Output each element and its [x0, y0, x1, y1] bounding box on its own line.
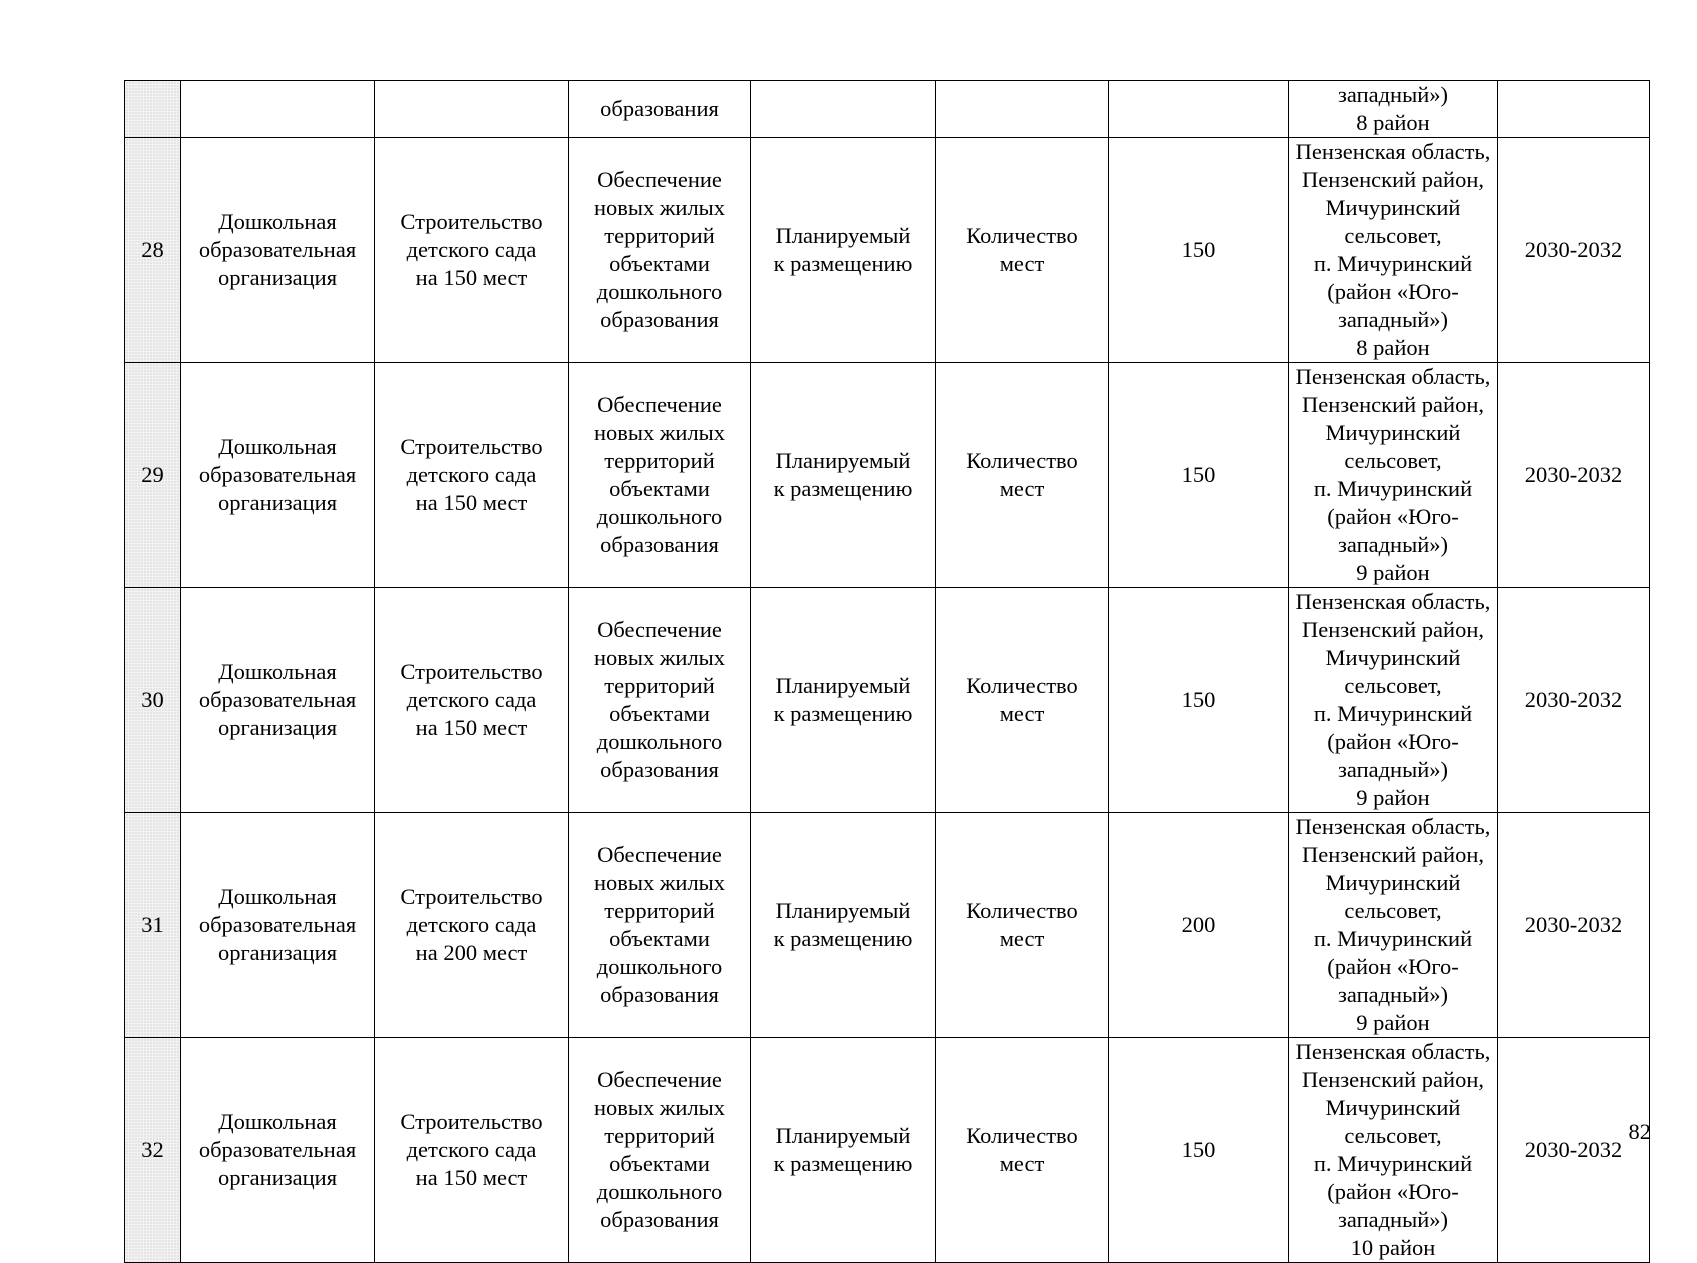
status-line: Планируемый [775, 223, 911, 248]
purpose-line: дошкольного [596, 279, 723, 304]
purpose-cell [569, 363, 751, 588]
location-line: западный») [1338, 757, 1448, 782]
location-line: п. Мичуринский [1313, 926, 1473, 951]
purpose-line: Обеспечение [597, 1067, 722, 1092]
indicator-cell [936, 81, 1109, 138]
name-line: на 150 мест [415, 265, 528, 290]
name-line: на 150 мест [415, 490, 528, 515]
location-line: 10 район [1350, 1235, 1436, 1260]
purpose-line: объектами [609, 476, 710, 501]
location-line: Мичуринский [1325, 195, 1461, 220]
purpose-line: новых жилых [593, 195, 726, 220]
location-line: 8 район [1356, 110, 1430, 135]
type-line: Дошкольная [218, 884, 337, 909]
value-cell: 150 [1109, 588, 1289, 813]
location-cell [1289, 813, 1498, 1038]
purpose-line: новых жилых [593, 1095, 726, 1120]
name-line: Строительство [400, 884, 543, 909]
num-cell: 30 [125, 588, 181, 813]
type-line: организация [217, 715, 338, 740]
status-cell [751, 1038, 936, 1263]
name-line: детского сада [406, 687, 537, 712]
type-cell [181, 1038, 375, 1263]
status-cell [751, 588, 936, 813]
name-line: на 150 мест [415, 715, 528, 740]
indicator-line: мест [999, 476, 1045, 501]
period-cell: 2030-2032 [1498, 588, 1650, 813]
value-cell: 150 [1109, 1038, 1289, 1263]
purpose-cell [569, 588, 751, 813]
name-line: детского сада [406, 912, 537, 937]
location-line: Пензенская область, [1295, 1039, 1491, 1064]
indicator-cell [936, 363, 1109, 588]
purpose-cell [569, 138, 751, 363]
purpose-line: образования [600, 532, 719, 557]
status-line: к размещению [773, 251, 913, 276]
status-cell [751, 363, 936, 588]
table-row [125, 813, 1650, 1038]
location-line: 9 район [1356, 1010, 1430, 1035]
period-cell: 2030-2032 [1498, 1038, 1650, 1263]
purpose-line: дошкольного [596, 729, 723, 754]
indicator-line: мест [999, 251, 1045, 276]
value-cell: 200 [1109, 813, 1289, 1038]
name-cell [375, 813, 569, 1038]
location-line: Мичуринский [1325, 870, 1461, 895]
location-line: Пензенский район, [1301, 392, 1484, 417]
location-line: (район «Юго- [1327, 279, 1459, 304]
type-line: образовательная [198, 462, 357, 487]
status-line: к размещению [773, 926, 913, 951]
location-line: Пензенский район, [1301, 167, 1484, 192]
name-cell [375, 588, 569, 813]
location-cell [1289, 363, 1498, 588]
status-cell [751, 81, 936, 138]
type-line: образовательная [198, 237, 357, 262]
location-cell [1289, 138, 1498, 363]
purpose-line: территорий [604, 1123, 715, 1148]
purpose-line: объектами [609, 1151, 710, 1176]
table-row [125, 363, 1650, 588]
location-line: Пензенский район, [1301, 842, 1484, 867]
location-line: Мичуринский [1325, 645, 1461, 670]
type-line: организация [217, 940, 338, 965]
location-cell [1289, 81, 1498, 138]
location-line: 8 район [1356, 335, 1430, 360]
status-line: к размещению [773, 476, 913, 501]
purpose-line: Обеспечение [597, 617, 722, 642]
location-line: п. Мичуринский [1313, 251, 1473, 276]
indicator-cell [936, 813, 1109, 1038]
purpose-line: образования [600, 307, 719, 332]
period-cell: 2030-2032 [1498, 363, 1650, 588]
num-cell [125, 81, 181, 138]
purpose-cell [569, 813, 751, 1038]
num-cell: 28 [125, 138, 181, 363]
location-line: п. Мичуринский [1313, 1151, 1473, 1176]
indicator-line: Количество [966, 898, 1078, 923]
purpose-line: объектами [609, 251, 710, 276]
purpose-line: территорий [604, 898, 715, 923]
location-line: п. Мичуринский [1313, 476, 1473, 501]
purpose-line: территорий [604, 673, 715, 698]
location-line: 9 район [1356, 560, 1430, 585]
indicator-line: Количество [966, 448, 1078, 473]
type-line: Дошкольная [218, 209, 337, 234]
period-cell: 2030-2032 [1498, 138, 1650, 363]
value-cell: 150 [1109, 138, 1289, 363]
type-line: образовательная [198, 687, 357, 712]
location-line: Пензенский район, [1301, 1067, 1484, 1092]
type-cell [181, 81, 375, 138]
location-line: (район «Юго- [1327, 954, 1459, 979]
location-line: сельсовет, [1344, 448, 1442, 473]
table-row [125, 588, 1650, 813]
status-line: к размещению [773, 1151, 913, 1176]
name-cell [375, 363, 569, 588]
status-cell [751, 138, 936, 363]
name-cell [375, 81, 569, 138]
value-cell: 150 [1109, 363, 1289, 588]
name-line: детского сада [406, 462, 537, 487]
type-cell [181, 363, 375, 588]
type-cell [181, 813, 375, 1038]
status-line: Планируемый [775, 673, 911, 698]
indicator-line: Количество [966, 673, 1078, 698]
purpose-line: Обеспечение [597, 392, 722, 417]
location-line: (район «Юго- [1327, 504, 1459, 529]
num-cell: 32 [125, 1038, 181, 1263]
name-cell [375, 138, 569, 363]
status-line: Планируемый [775, 448, 911, 473]
name-line: на 200 мест [415, 940, 528, 965]
purpose-line: новых жилых [593, 870, 726, 895]
table-row [125, 138, 1650, 363]
location-line: сельсовет, [1344, 898, 1442, 923]
location-line: сельсовет, [1344, 1123, 1442, 1148]
location-line: п. Мичуринский [1313, 701, 1473, 726]
type-line: образовательная [198, 912, 357, 937]
purpose-line: Обеспечение [597, 167, 722, 192]
purpose-line: образования [600, 982, 719, 1007]
period-cell: 2030-2032 [1498, 813, 1650, 1038]
page-number: 82 [1628, 1119, 1651, 1144]
purpose-line: Обеспечение [597, 842, 722, 867]
name-line: детского сада [406, 1137, 537, 1162]
location-line: Пензенская область, [1295, 814, 1491, 839]
location-line: (район «Юго- [1327, 1179, 1459, 1204]
type-line: Дошкольная [218, 1109, 337, 1134]
type-cell [181, 138, 375, 363]
purpose-cell [569, 1038, 751, 1263]
purpose-line: дошкольного [596, 504, 723, 529]
status-line: Планируемый [775, 1123, 911, 1148]
name-line: детского сада [406, 237, 537, 262]
num-cell: 29 [125, 363, 181, 588]
type-line: организация [217, 1165, 338, 1190]
purpose-line: территорий [604, 448, 715, 473]
purpose-cell: образования [569, 81, 751, 138]
indicator-line: мест [999, 701, 1045, 726]
name-line: на 150 мест [415, 1165, 528, 1190]
name-line: Строительство [400, 434, 543, 459]
table-row [125, 1038, 1650, 1263]
num-cell: 31 [125, 813, 181, 1038]
purpose-line: новых жилых [593, 420, 726, 445]
purpose-line: дошкольного [596, 1179, 723, 1204]
name-line: Строительство [400, 659, 543, 684]
purpose-line: новых жилых [593, 645, 726, 670]
purpose-line: объектами [609, 701, 710, 726]
purpose-line: образования [600, 757, 719, 782]
purpose-line: дошкольного [596, 954, 723, 979]
location-line: западный») [1338, 307, 1448, 332]
name-line: Строительство [400, 209, 543, 234]
location-line: западный») [1338, 982, 1448, 1007]
name-cell [375, 1038, 569, 1263]
status-cell [751, 813, 936, 1038]
name-line: Строительство [400, 1109, 543, 1134]
type-line: организация [217, 265, 338, 290]
purpose-line: образования [600, 1207, 719, 1232]
indicator-cell [936, 588, 1109, 813]
location-line: Пензенский район, [1301, 617, 1484, 642]
location-line: (район «Юго- [1327, 729, 1459, 754]
type-cell [181, 588, 375, 813]
status-line: к размещению [773, 701, 913, 726]
indicator-line: Количество [966, 223, 1078, 248]
type-line: организация [217, 490, 338, 515]
purpose-line: территорий [604, 223, 715, 248]
location-line: Мичуринский [1325, 420, 1461, 445]
location-line: западный») [1338, 82, 1448, 107]
indicator-line: мест [999, 1151, 1045, 1176]
location-line: Пензенская область, [1295, 364, 1491, 389]
value-cell [1109, 81, 1289, 138]
indicator-line: Количество [966, 1123, 1078, 1148]
type-line: Дошкольная [218, 659, 337, 684]
indicator-line: мест [999, 926, 1045, 951]
indicator-cell [936, 138, 1109, 363]
location-line: Мичуринский [1325, 1095, 1461, 1120]
indicator-cell [936, 1038, 1109, 1263]
type-line: Дошкольная [218, 434, 337, 459]
location-line: Пензенская область, [1295, 139, 1491, 164]
period-cell [1498, 81, 1650, 138]
continuation-row [125, 81, 1650, 138]
location-line: западный») [1338, 532, 1448, 557]
location-line: сельсовет, [1344, 673, 1442, 698]
location-line: сельсовет, [1344, 223, 1442, 248]
status-line: Планируемый [775, 898, 911, 923]
location-line: западный») [1338, 1207, 1448, 1232]
location-line: 9 район [1356, 785, 1430, 810]
location-cell [1289, 588, 1498, 813]
planning-table [124, 80, 1650, 1263]
type-line: образовательная [198, 1137, 357, 1162]
location-line: Пензенская область, [1295, 589, 1491, 614]
location-cell [1289, 1038, 1498, 1263]
purpose-line: объектами [609, 926, 710, 951]
